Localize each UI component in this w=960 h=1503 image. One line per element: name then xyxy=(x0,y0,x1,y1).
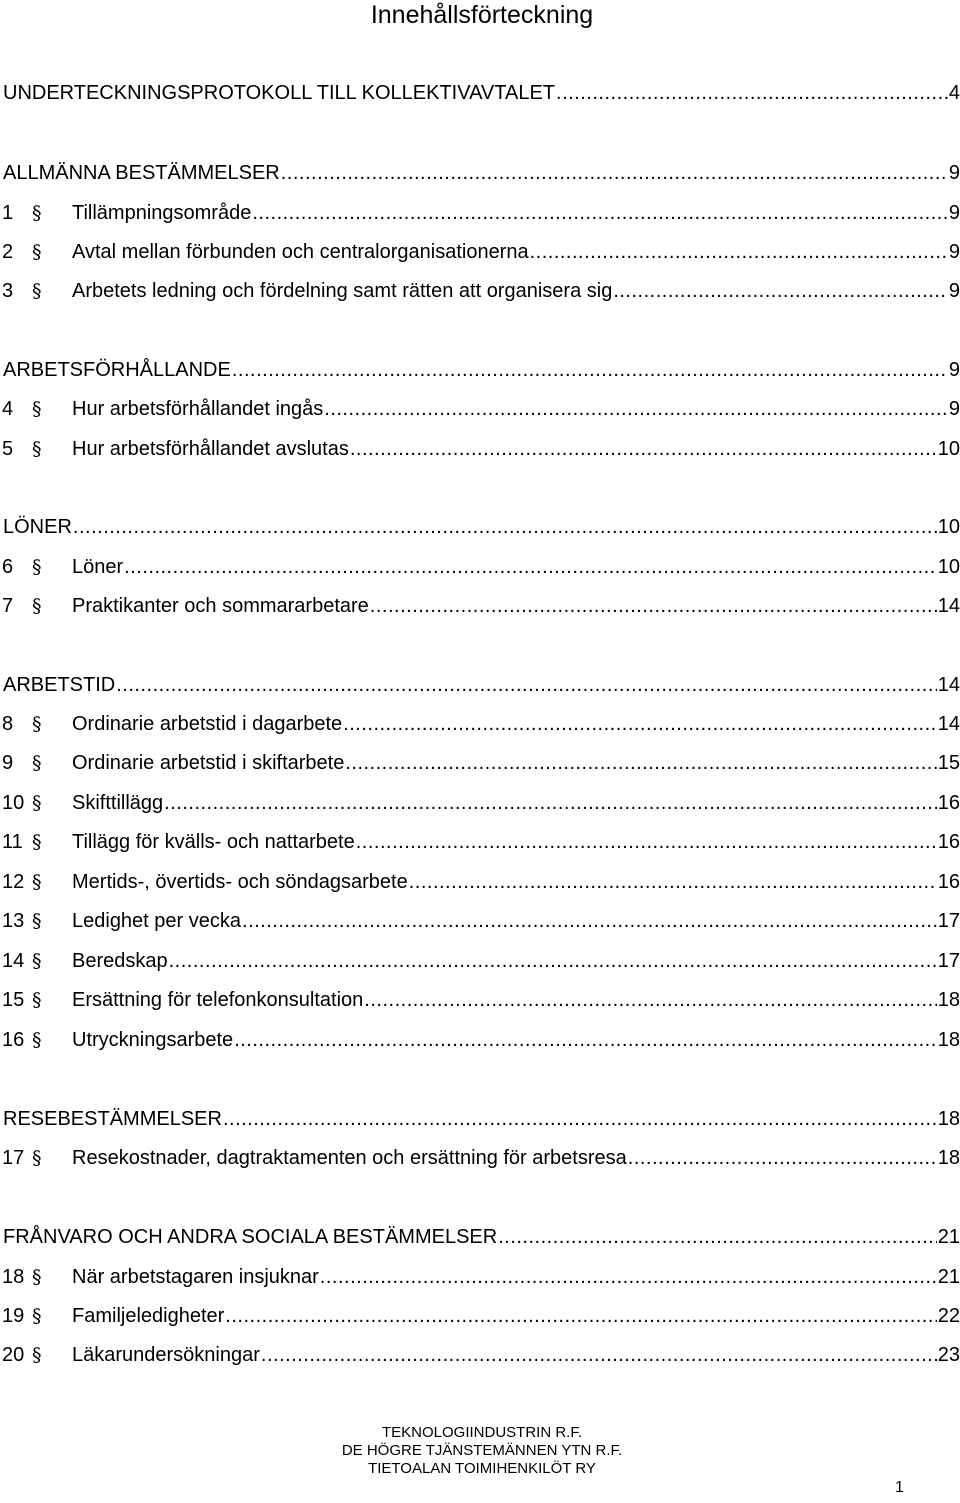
toc-entry-number: 3 xyxy=(2,280,14,302)
toc-page-number: 10 xyxy=(937,438,960,460)
toc-entry[interactable] xyxy=(2,1026,960,1052)
toc-entry-number: 18 xyxy=(2,1266,25,1288)
toc-entry-number: 12 xyxy=(2,871,25,893)
toc-page-number: 17 xyxy=(937,950,960,972)
toc-entry[interactable] xyxy=(2,828,960,854)
toc-section-heading[interactable] xyxy=(3,79,960,105)
toc-entry-number: 4 xyxy=(2,398,14,420)
dot-leader xyxy=(124,555,937,579)
toc-page-number: 22 xyxy=(937,1305,960,1327)
toc-entry-number: 6 xyxy=(2,556,14,578)
toc-entry-number: 13 xyxy=(2,910,25,932)
toc-entry-title: Ersättning för telefonkonsultation xyxy=(72,989,364,1011)
toc-entry-title: Arbetets ledning och fördelning samt rätten att organisera sig xyxy=(72,280,613,302)
toc-entry-number: 1 xyxy=(2,202,14,224)
section-sign: § xyxy=(32,595,42,617)
dot-leader xyxy=(232,358,948,382)
dot-leader xyxy=(169,949,937,973)
section-sign: § xyxy=(32,280,42,302)
section-sign: § xyxy=(32,989,42,1011)
toc-page-number: 14 xyxy=(937,713,960,735)
section-sign: § xyxy=(32,1344,42,1366)
toc-section-heading[interactable] xyxy=(3,1223,960,1249)
toc-entry-title: Praktikanter och sommararbetare xyxy=(72,595,369,617)
toc-page-number: 21 xyxy=(937,1266,960,1288)
toc-entry-title: LÖNER xyxy=(3,516,72,538)
dot-leader xyxy=(164,791,937,815)
toc-entry[interactable] xyxy=(2,435,960,461)
page-title: Innehållsförteckning xyxy=(370,1,594,29)
toc-entry-number: 19 xyxy=(2,1305,25,1327)
dot-leader xyxy=(225,1304,936,1328)
toc-page-number: 18 xyxy=(937,1147,960,1169)
toc-page-number: 16 xyxy=(937,792,960,814)
toc-entry[interactable] xyxy=(2,1302,960,1328)
toc-page-number: 4 xyxy=(948,82,960,104)
toc-entry[interactable] xyxy=(2,789,960,815)
section-sign: § xyxy=(32,438,42,460)
toc-entry-number: 11 xyxy=(2,831,23,853)
dot-leader xyxy=(242,909,937,933)
toc-entry-number: 20 xyxy=(2,1344,25,1366)
document-footer xyxy=(280,1424,684,1478)
section-sign: § xyxy=(32,1266,42,1288)
toc-entry-number: 17 xyxy=(2,1147,25,1169)
toc-entry-title: Ordinarie arbetstid i skiftarbete xyxy=(72,752,345,774)
toc-page-number: 16 xyxy=(937,871,960,893)
toc-entry-title: Skifttillägg xyxy=(72,792,164,814)
section-sign: § xyxy=(32,871,42,893)
section-sign: § xyxy=(32,398,42,420)
toc-entry[interactable] xyxy=(2,1341,960,1367)
toc-entry-title: FRÅNVARO OCH ANDRA SOCIALA BESTÄMMELSER xyxy=(3,1226,498,1248)
toc-entry-title: UNDERTECKNINGSPROTOKOLL TILL KOLLEKTIVAVTALET xyxy=(3,82,556,104)
toc-entry[interactable] xyxy=(2,553,960,579)
toc-page-number: 15 xyxy=(937,752,960,774)
toc-page-number: 21 xyxy=(937,1226,960,1248)
section-sign: § xyxy=(32,1147,42,1169)
dot-leader xyxy=(530,240,948,264)
section-sign: § xyxy=(32,713,42,735)
section-sign: § xyxy=(32,1029,42,1051)
dot-leader xyxy=(73,515,937,539)
dot-leader xyxy=(356,830,937,854)
toc-entry-number: 7 xyxy=(2,595,14,617)
dot-leader xyxy=(324,397,948,421)
toc-section-heading[interactable] xyxy=(3,1105,960,1131)
dot-leader xyxy=(261,1343,937,1367)
toc-entry-number: 2 xyxy=(2,241,14,263)
dot-leader xyxy=(343,712,937,736)
footer-line: DE HÖGRE TJÄNSTEMÄNNEN YTN R.F. xyxy=(341,1442,623,1459)
toc-entry-title: Tillämpningsområde xyxy=(72,202,252,224)
section-sign: § xyxy=(32,910,42,932)
toc-section-heading[interactable] xyxy=(3,513,960,539)
toc-entry-title: Beredskap xyxy=(72,950,168,972)
toc-entry-number: 5 xyxy=(2,438,14,460)
toc-entry[interactable] xyxy=(2,277,960,303)
toc-page-number: 18 xyxy=(937,1108,960,1130)
dot-leader xyxy=(613,279,948,303)
toc-section-heading[interactable] xyxy=(3,356,960,382)
section-sign: § xyxy=(32,241,42,263)
toc-section-heading[interactable] xyxy=(3,671,960,697)
toc-page-number: 10 xyxy=(937,556,960,578)
toc-entry-title: Avtal mellan förbunden och centralorganisationerna xyxy=(72,241,529,263)
dot-leader xyxy=(350,437,937,461)
toc-entry-number: 10 xyxy=(2,792,25,814)
toc-entry[interactable] xyxy=(2,395,960,421)
toc-page-number: 9 xyxy=(948,398,960,420)
toc-entry[interactable] xyxy=(2,199,960,225)
toc-entry-number: 9 xyxy=(2,752,14,774)
dot-leader xyxy=(281,161,948,185)
footer-line: TEKNOLOGIINDUSTRIN R.F. xyxy=(381,1424,583,1441)
section-sign: § xyxy=(32,752,42,774)
toc-entry-number: 14 xyxy=(2,950,25,972)
toc-page-number: 9 xyxy=(948,280,960,302)
toc-entry-title: ALLMÄNNA BESTÄMMELSER xyxy=(3,162,280,184)
toc-page-number: 9 xyxy=(948,162,960,184)
section-sign: § xyxy=(32,831,42,853)
toc-entry-title: Hur arbetsförhållandet ingås xyxy=(72,398,324,420)
dot-leader xyxy=(320,1265,937,1289)
toc-entry[interactable] xyxy=(2,749,960,775)
toc-entry-title: RESEBESTÄMMELSER xyxy=(3,1108,222,1130)
dot-leader xyxy=(223,1107,937,1131)
section-sign: § xyxy=(32,202,42,224)
section-sign: § xyxy=(32,556,42,578)
toc-entry-title: Familjeledigheter xyxy=(72,1305,225,1327)
toc-page-number: 14 xyxy=(937,595,960,617)
toc-entry-title: Ordinarie arbetstid i dagarbete xyxy=(72,713,343,735)
toc-page-number: 16 xyxy=(937,831,960,853)
toc-entry[interactable] xyxy=(2,868,960,894)
toc-entry-number: 8 xyxy=(2,713,14,735)
toc-page-number: 10 xyxy=(937,516,960,538)
toc-entry[interactable] xyxy=(2,710,960,736)
toc-entry[interactable] xyxy=(2,238,960,264)
dot-leader xyxy=(498,1225,937,1249)
section-sign: § xyxy=(32,1305,42,1327)
toc-page-number: 9 xyxy=(948,202,960,224)
toc-entry-title: När arbetstagaren insjuknar xyxy=(72,1266,319,1288)
toc-section-heading[interactable] xyxy=(3,159,960,185)
toc-entry-title: ARBETSTID xyxy=(3,674,116,696)
dot-leader xyxy=(252,201,948,225)
dot-leader xyxy=(234,1028,937,1052)
dot-leader xyxy=(364,988,936,1012)
toc-page-number: 23 xyxy=(937,1344,960,1366)
toc-page-number: 14 xyxy=(937,674,960,696)
dot-leader xyxy=(628,1146,937,1170)
section-sign: § xyxy=(32,950,42,972)
toc-entry[interactable] xyxy=(2,592,960,618)
toc-entry-title: Mertids-, övertids- och söndagsarbete xyxy=(72,871,408,893)
toc-entry[interactable] xyxy=(2,1263,960,1289)
toc-entry-title: Tillägg för kvälls- och nattarbete xyxy=(72,831,355,853)
dot-leader xyxy=(370,594,937,618)
toc-page-number: 18 xyxy=(937,989,960,1011)
toc-page-number: 9 xyxy=(948,359,960,381)
toc-entry[interactable] xyxy=(2,1144,960,1170)
toc-entry[interactable] xyxy=(2,947,960,973)
dot-leader xyxy=(409,870,937,894)
toc-entry-title: Resekostnader, dagtraktamenten och ersättning för arbetsresa xyxy=(72,1147,627,1169)
toc-entry-number: 15 xyxy=(2,989,25,1011)
toc-entry-title: Utryckningsarbete xyxy=(72,1029,234,1051)
toc-entry-title: Hur arbetsförhållandet avslutas xyxy=(72,438,349,460)
footer-line: TIETOALAN TOIMIHENKILÖT RY xyxy=(368,1460,596,1477)
dot-leader xyxy=(116,673,937,697)
page-number: 1 xyxy=(895,1479,904,1496)
toc-entry-title: Löner xyxy=(72,556,124,578)
toc-entry[interactable] xyxy=(2,986,960,1012)
dot-leader xyxy=(556,81,948,105)
toc-entry-number: 16 xyxy=(2,1029,25,1051)
toc-page-number: 18 xyxy=(937,1029,960,1051)
section-sign: § xyxy=(32,792,42,814)
toc-page-number: 9 xyxy=(948,241,960,263)
toc-entry-title: Läkarundersökningar xyxy=(72,1344,260,1366)
toc-page-number: 17 xyxy=(937,910,960,932)
toc-entry[interactable] xyxy=(2,907,960,933)
toc-entry-title: ARBETSFÖRHÅLLANDE xyxy=(3,359,231,381)
dot-leader xyxy=(345,751,936,775)
toc-entry-title: Ledighet per vecka xyxy=(72,910,242,932)
